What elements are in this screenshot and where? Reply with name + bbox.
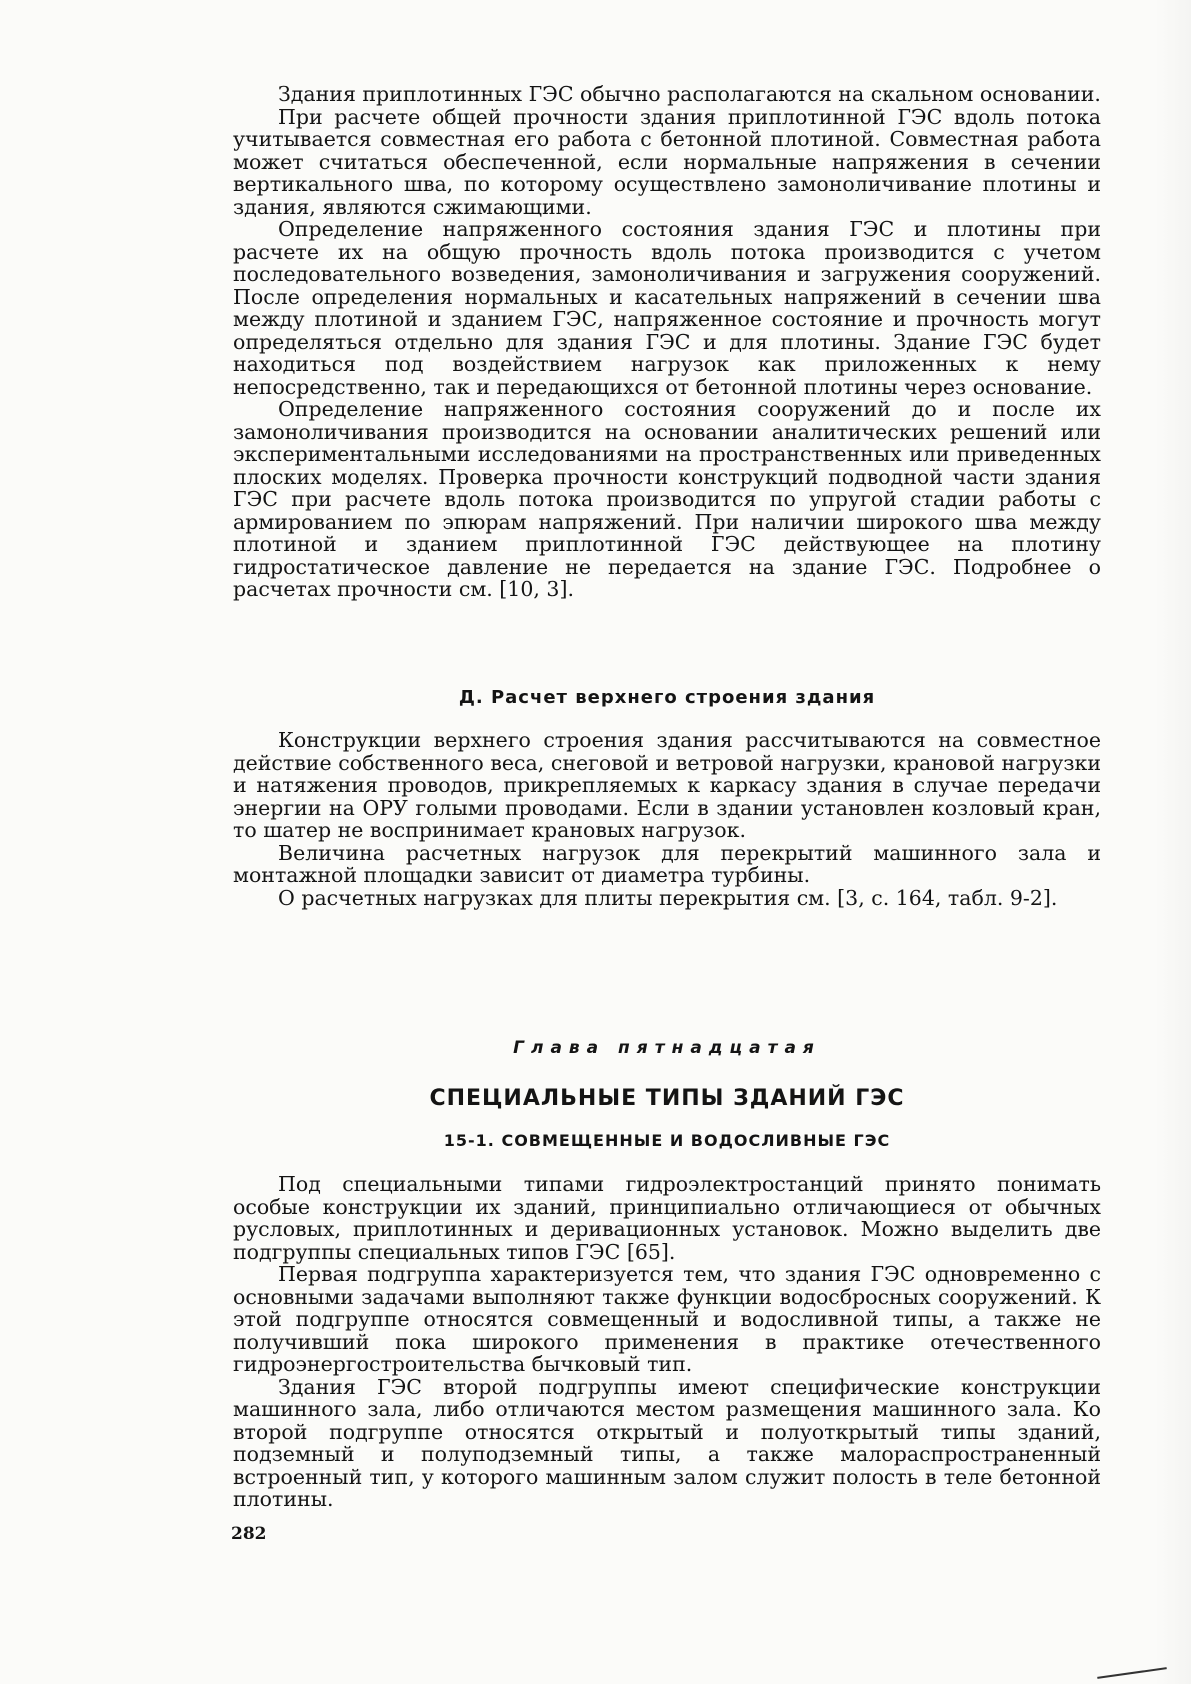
- section-d-title: Д. Расчет верхнего строения здания: [458, 687, 876, 708]
- paragraph: При расчете общей прочности здания приплотинной ГЭС вдоль потока учитывается совместная его работа с бетонной плотиной. Совместная работа может считаться обеспеченной, если нормальные напряжения в сечении вертикального шва, по которому осуществлено замоноличивание плотины и здания, являются сжимающими.: [233, 104, 1101, 219]
- scan-edge-shadow: [1155, 0, 1191, 1684]
- paragraph: Определение напряженного состояния сооружений до и после их замоноличивания производится на основании аналитических решений или экспериментальными исследованиями на пространственных или приведенных плоских моделях. Проверка прочности конструкций подводной части здания ГЭС при расчете вдоль потока производится по упругой стадии работы с армированием по эпюрам напряжений. При наличии широкого шва между плотиной и зданием приплотинной ГЭС действующее на плотину гидростатическое давление не передается на здание ГЭС. Подробнее о расчетах прочности см. [10, 3].: [233, 397, 1101, 601]
- paragraph: Здания ГЭС второй подгруппы имеют специфические конструкции машинного зала, либо отличаются местом размещения машинного зала. Ко второй подгруппе относятся открытый и полуоткрытый типы зданий, подземный и полуподземный типы, а также малораспространенный встроенный тип, у которого машинным залом служит полость в теле бетонной плотины.: [233, 1374, 1101, 1511]
- paragraph: О расчетных нагрузках для плиты перекрытия см. [3, с. 164, табл. 9-2].: [278, 885, 1058, 910]
- section-15-1-title: 15-1. СОВМЕЩЕННЫЕ И ВОДОСЛИВНЫЕ ГЭС: [443, 1131, 891, 1150]
- text-block-1: [233, 83, 1101, 601]
- chapter-label: Глава пятнадцатая: [513, 1038, 821, 1058]
- text-block-section-d: [233, 729, 1101, 909]
- paragraph: Определение напряженного состояния здания ГЭС и плотины при расчете их на общую прочность вдоль потока производится с учетом последовательного возведения, замоноличивания и загружения сооружений. После определения нормальных и касательных напряжений в сечении шва между плотиной и зданием ГЭС, напряженное состояние и прочность могут определяться отдельно для здания ГЭС и для плотины. Здание ГЭС будет находиться под воздействием нагрузок как приложенных к нему непосредственно, так и передающихся от бетонной плотины через основание.: [233, 217, 1101, 399]
- page-number: 282: [231, 1524, 267, 1544]
- paragraph: Конструкции верхнего строения здания рассчитываются на совместное действие собственного веса, снеговой и ветровой нагрузки, крановой нагрузки и натяжения проводов, прикрепляемых к каркасу здания в случае передачи энергии на ОРУ голыми проводами. Если в здании установлен козловый кран, то шатер не воспринимает крановых нагрузок.: [233, 728, 1101, 842]
- paragraph: Величина расчетных нагрузок для перекрытий машинного зала и монтажной площадки зависит от диаметра турбины.: [233, 840, 1101, 887]
- paragraph: Под специальными типами гидроэлектростанций принято понимать особые конструкции их зданий, принципиально отличающиеся от обычных русловых, приплотинных и деривационных установок. Можно выделить две подгруппы специальных типов ГЭС [65].: [233, 1172, 1101, 1264]
- text-block-chapter: [233, 1173, 1101, 1511]
- chapter-title: СПЕЦИАЛЬНЫЕ ТИПЫ ЗДАНИЙ ГЭС: [429, 1086, 905, 1111]
- paragraph: Здания приплотинных ГЭС обычно располагаются на скальном основании.: [278, 82, 1101, 106]
- paragraph: Первая подгруппа характеризуется тем, что здания ГЭС одновременно с основными задачами выполняют также функции водосбросных сооружений. К этой подгруппе относятся совмещенный и водосливной типы, а также не получивший пока широкого применения в практике отечественного гидроэнергостроительства бычковый тип.: [233, 1262, 1101, 1376]
